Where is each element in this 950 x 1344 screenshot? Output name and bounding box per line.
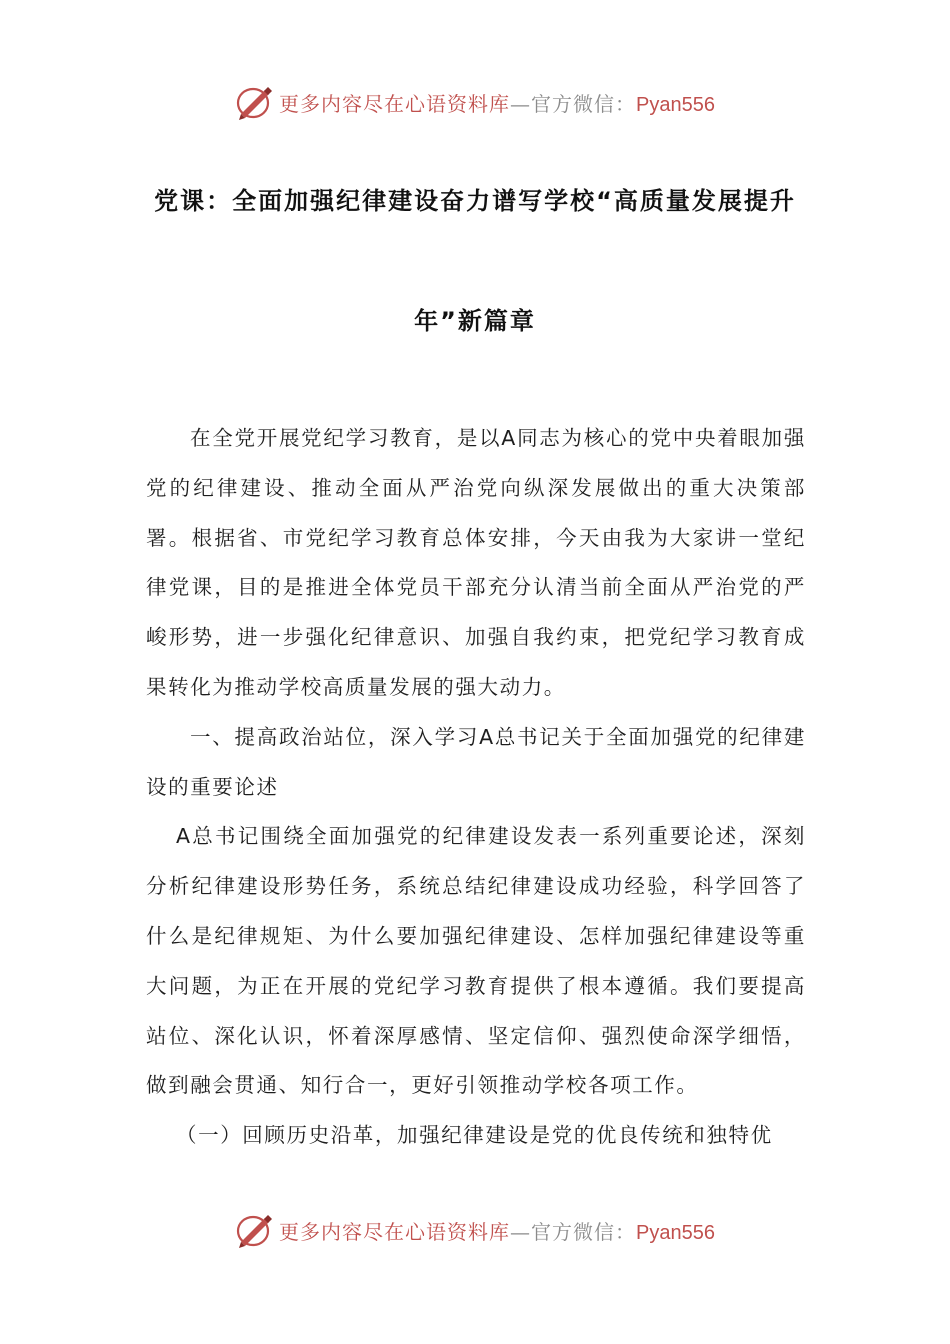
paragraph-section-1: A总书记围绕全面加强党的纪律建设发表一系列重要论述，深刻分析纪律建设形势任务，系统总结纪律建设成功经验，科学回答了什么是纪律规矩、为什么要加强纪律建设、怎样加强纪律建设等重大问题，为正在开展的党纪学习教育提供了根本遵循。我们要提高站位、深化认识，怀着深厚感情、坚定信仰、强烈使命深学细悟，做到融会贯通、知行合一，更好引领推动学校各项工作。 [146,824,806,1098]
watermark-text: 更多内容尽在心语资料库—官方微信：Pyan556 [279,1219,715,1244]
paragraph-intro: 在全党开展党纪学习教育，是以A同志为核心的党中央着眼加强党的纪律建设、推动全面从严治党向纵深发展做出的重大决策部署。根据省、市党纪学习教育总体安排，今天由我为大家讲一堂纪律党课，目的是推进全体党员干部充分认清当前全面从严治党的严峻形势，进一步强化纪律意识、加强自我约束，把党纪学习教育成果转化为推动学校高质量发展的强大动力。 [146,426,806,699]
document-title-line-2: 年”新篇章 [414,307,536,335]
pen-logo-icon [235,84,275,120]
watermark-banner-top [0,80,950,124]
watermark-banner-bottom [0,1208,950,1252]
subsection-heading-1: （一）回顾历史沿革，加强纪律建设是党的优良传统和独特优 [176,1123,773,1148]
pen-logo-icon [235,1212,275,1248]
document-body [146,414,806,1161]
section-heading-1: 一、提高政治站位，深入学习A总书记关于全面加强党的纪律建设的重要论述 [146,724,806,799]
watermark-text: 更多内容尽在心语资料库—官方微信：Pyan556 [279,91,715,116]
document-title-line-1: 党课：全面加强纪律建设奋力谱写学校“高质量发展提升 [154,187,796,215]
